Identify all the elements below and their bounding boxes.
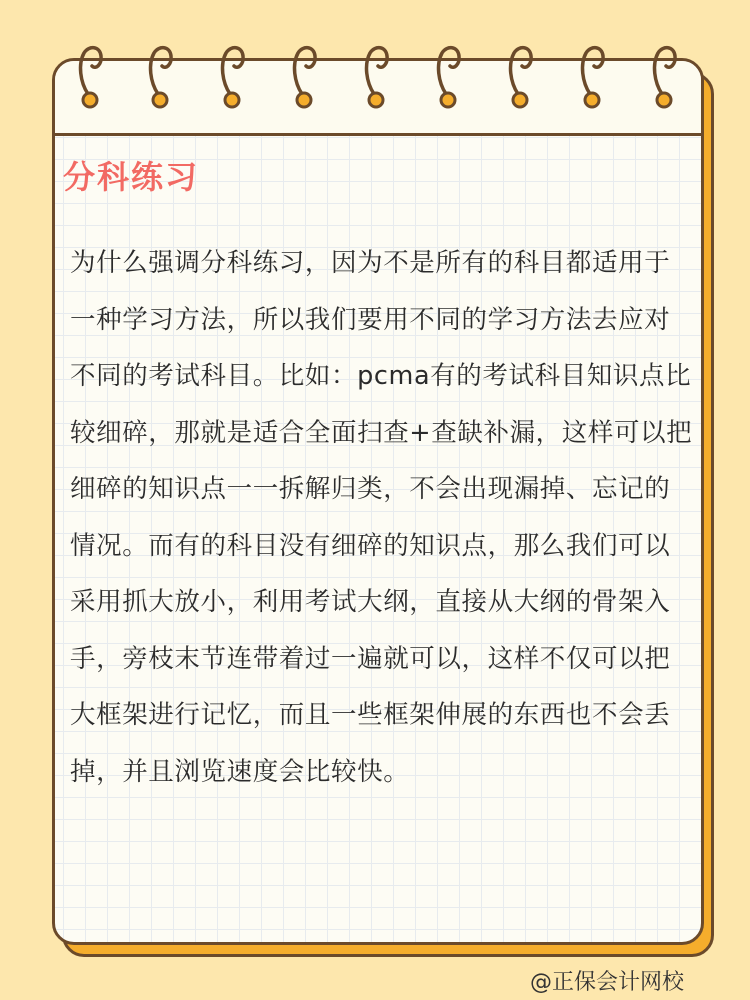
spiral-binding-ring-icon (578, 44, 606, 114)
body-paragraph: 为什么强调分科练习，因为不是所有的科目都适用于一种学习方法，所以我们要用不同的学习方法去应对不同的考试科目。比如：pcma有的考试科目知识点比较细碎，那就是适合全面扫查+查缺补漏，这样可以把细碎的知识点一一拆解归类，不会出现漏掉、忘记的情况。而有的科目没有细碎的知识点，那么我们可以采用抓大放小，利用考试大纲，直接从大纲的骨架入手，旁枝末节连带着过一遍就可以，这样不仅可以把大框架进行记忆，而且一些框架伸展的东西也不会丢掉，并且浏览速度会比较快。 (70, 248, 693, 787)
footer-credit: @正保会计网校 (529, 970, 684, 995)
spiral-binding-ring-icon (218, 44, 246, 114)
spiral-binding-ring-icon (290, 44, 318, 114)
spiral-binding-ring-icon (434, 44, 462, 114)
spiral-binding-ring-icon (362, 44, 390, 114)
spiral-binding-ring-icon (146, 44, 174, 114)
spiral-binding-ring-icon (76, 44, 104, 114)
spiral-binding (52, 44, 704, 114)
spiral-binding-ring-icon (506, 44, 534, 114)
spiral-binding-ring-icon (650, 44, 678, 114)
page-title: 分科练习 (63, 158, 200, 196)
